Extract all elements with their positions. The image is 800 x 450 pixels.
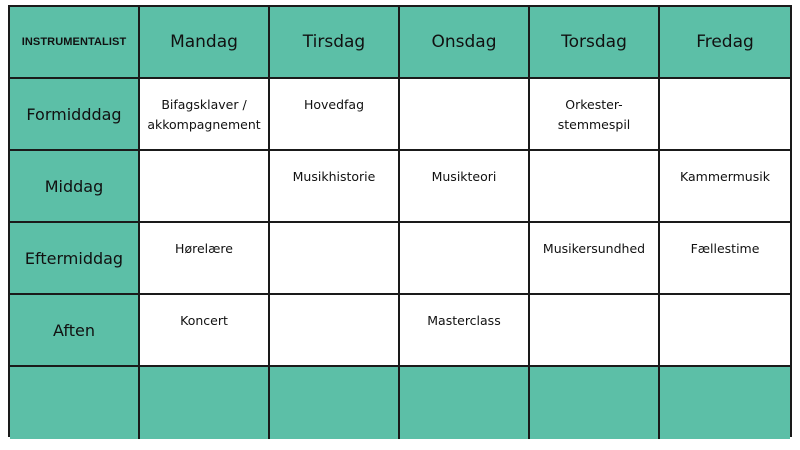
footer-cell — [530, 367, 660, 439]
schedule-cell — [400, 79, 530, 151]
schedule-cell: Kammermusik — [660, 151, 790, 223]
corner-header: INSTRUMENTALIST — [10, 7, 140, 79]
footer-cell — [10, 367, 140, 439]
schedule-cell — [530, 151, 660, 223]
period-header-formiddag: Formidddag — [10, 79, 140, 151]
schedule-cell: Koncert — [140, 295, 270, 367]
schedule-cell: Bifagsklaver / akkompagnement — [140, 79, 270, 151]
schedule-cell: Hovedfag — [270, 79, 400, 151]
schedule-cell — [660, 295, 790, 367]
schedule-cell: Musikteori — [400, 151, 530, 223]
schedule-cell: Masterclass — [400, 295, 530, 367]
footer-cell — [270, 367, 400, 439]
schedule-cell — [140, 151, 270, 223]
schedule-cell — [530, 295, 660, 367]
day-header-tirsdag: Tirsdag — [270, 7, 400, 79]
period-header-middag: Middag — [10, 151, 140, 223]
footer-cell — [660, 367, 790, 439]
schedule-cell: Fællestime — [660, 223, 790, 295]
schedule-cell — [400, 223, 530, 295]
schedule-table — [8, 5, 792, 437]
day-header-mandag: Mandag — [140, 7, 270, 79]
period-header-aften: Aften — [10, 295, 140, 367]
footer-cell — [140, 367, 270, 439]
schedule-cell: Musikersundhed — [530, 223, 660, 295]
schedule-cell: Musikhistorie — [270, 151, 400, 223]
schedule-cell — [660, 79, 790, 151]
day-header-fredag: Fredag — [660, 7, 790, 79]
footer-cell — [400, 367, 530, 439]
day-header-onsdag: Onsdag — [400, 7, 530, 79]
schedule-cell: Hørelære — [140, 223, 270, 295]
schedule-cell — [270, 223, 400, 295]
schedule-cell — [270, 295, 400, 367]
period-header-eftermiddag: Eftermiddag — [10, 223, 140, 295]
schedule-cell: Orkester- stemmespil — [530, 79, 660, 151]
day-header-torsdag: Torsdag — [530, 7, 660, 79]
